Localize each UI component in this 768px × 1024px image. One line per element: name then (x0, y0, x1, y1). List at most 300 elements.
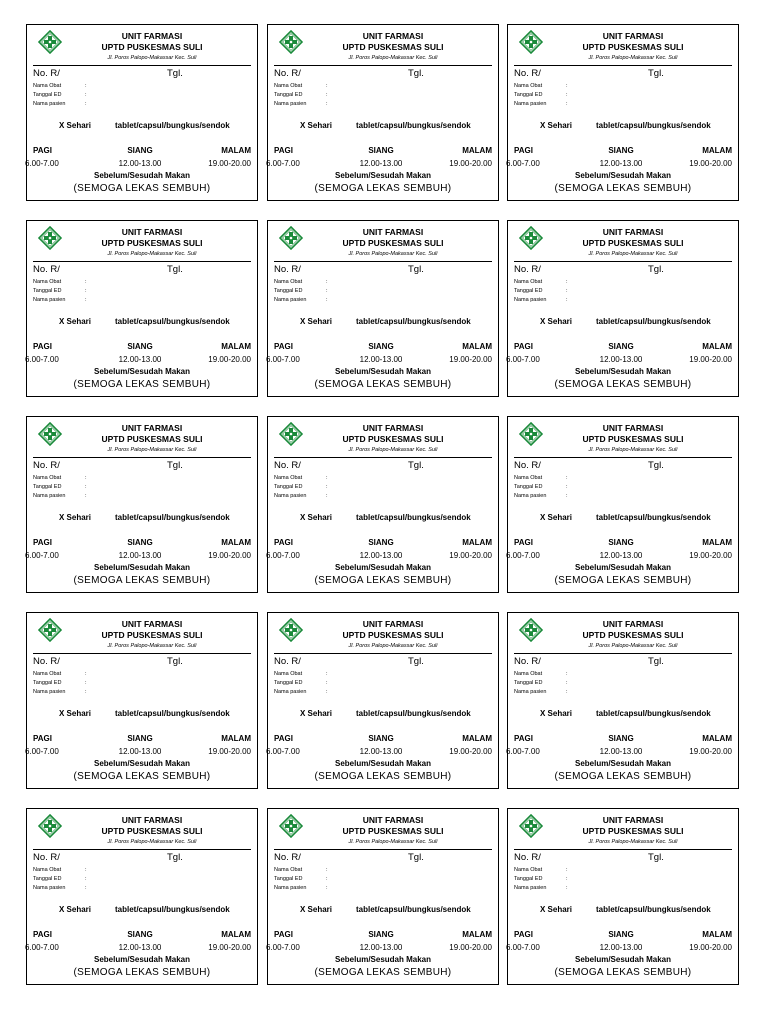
date-label: Tgl. (648, 68, 664, 79)
noon-label: SIANG (368, 538, 394, 547)
evening-time: 19.00-20.00 (689, 159, 732, 168)
address: Jl. Poros Palopo-Makassar Kec. Suli (107, 447, 197, 453)
meal-instruction: Sebelum/Sesudah Makan (93, 759, 191, 768)
field-colon: : (85, 680, 87, 686)
dosage-units-label: tablet/capsul/bungkus/sendok (356, 709, 471, 718)
puskesmas-title: UPTD PUSKESMAS SULI (582, 630, 684, 640)
noon-time: 12.00-13.00 (118, 551, 162, 560)
evening-time: 19.00-20.00 (208, 551, 251, 560)
get-well-message: (SEMOGA LEKAS SEMBUH) (314, 771, 452, 782)
noon-label: SIANG (368, 734, 394, 743)
morning-time: 6.00-7.00 (506, 747, 540, 756)
header-divider (274, 457, 492, 458)
field-colon: : (85, 689, 87, 695)
puskesmas-title: UPTD PUSKESMAS SULI (342, 238, 444, 248)
evening-time: 19.00-20.00 (449, 943, 492, 952)
dosage-units-label: tablet/capsul/bungkus/sendok (356, 905, 471, 914)
patient-name-label: Nama pasien (514, 101, 547, 107)
unit-title: UNIT FARMASI (602, 227, 664, 237)
unit-title: UNIT FARMASI (362, 815, 424, 825)
date-label: Tgl. (167, 264, 183, 275)
prescription-number-label: No. R/ (33, 656, 60, 667)
field-colon: : (566, 493, 568, 499)
prescription-number-label: No. R/ (33, 68, 60, 79)
header-divider (33, 653, 251, 654)
medicine-name-label: Nama Obat (33, 475, 62, 481)
patient-name-label: Nama pasien (33, 297, 66, 303)
morning-time: 6.00-7.00 (25, 551, 59, 560)
field-colon: : (85, 671, 87, 677)
patient-name-label: Nama pasien (274, 493, 307, 499)
dosage-units-label: tablet/capsul/bungkus/sendok (115, 317, 230, 326)
medicine-label (267, 808, 499, 985)
header-divider (274, 65, 492, 66)
evening-label: MALAM (702, 734, 732, 743)
unit-title: UNIT FARMASI (602, 423, 664, 433)
unit-title: UNIT FARMASI (602, 619, 664, 629)
address: Jl. Poros Palopo-Makassar Kec. Suli (588, 447, 678, 453)
patient-name-label: Nama pasien (514, 493, 547, 499)
date-label: Tgl. (648, 264, 664, 275)
puskesmas-title: UPTD PUSKESMAS SULI (582, 434, 684, 444)
address: Jl. Poros Palopo-Makassar Kec. Suli (107, 643, 197, 649)
evening-label: MALAM (221, 538, 251, 547)
prescription-number-label: No. R/ (274, 68, 301, 79)
unit-title: UNIT FARMASI (362, 423, 424, 433)
address: Jl. Poros Palopo-Makassar Kec. Suli (588, 839, 678, 845)
prescription-number-label: No. R/ (274, 264, 301, 275)
prescription-number-label: No. R/ (33, 460, 60, 471)
evening-label: MALAM (462, 146, 492, 155)
medicine-name-label: Nama Obat (514, 671, 543, 677)
medicine-label (26, 24, 258, 201)
expiry-date-label: Tanggal ED (514, 876, 543, 882)
header-divider (514, 849, 732, 850)
field-colon: : (326, 680, 328, 686)
medicine-name-label: Nama Obat (514, 867, 543, 873)
get-well-message: (SEMOGA LEKAS SEMBUH) (314, 575, 452, 586)
patient-name-label: Nama pasien (274, 297, 307, 303)
get-well-message: (SEMOGA LEKAS SEMBUH) (314, 379, 452, 390)
noon-label: SIANG (127, 930, 153, 939)
noon-label: SIANG (127, 538, 153, 547)
header-divider (274, 653, 492, 654)
times-per-day-label: X Sehari (300, 317, 333, 326)
dosage-units-label: tablet/capsul/bungkus/sendok (596, 317, 711, 326)
evening-time: 19.00-20.00 (449, 747, 492, 756)
evening-time: 19.00-20.00 (689, 551, 732, 560)
header-divider (33, 849, 251, 850)
expiry-date-label: Tanggal ED (274, 680, 303, 686)
dosage-units-label: tablet/capsul/bungkus/sendok (115, 709, 230, 718)
date-label: Tgl. (648, 656, 664, 667)
puskesmas-title: UPTD PUSKESMAS SULI (342, 826, 444, 836)
field-colon: : (326, 83, 328, 89)
field-colon: : (326, 279, 328, 285)
morning-time: 6.00-7.00 (25, 943, 59, 952)
prescription-number-label: No. R/ (514, 68, 541, 79)
get-well-message: (SEMOGA LEKAS SEMBUH) (73, 967, 211, 978)
date-label: Tgl. (648, 852, 664, 863)
field-colon: : (326, 671, 328, 677)
field-colon: : (85, 83, 87, 89)
unit-title: UNIT FARMASI (602, 815, 664, 825)
header-divider (33, 261, 251, 262)
noon-time: 12.00-13.00 (599, 355, 643, 364)
morning-label: PAGI (33, 734, 52, 743)
date-label: Tgl. (167, 656, 183, 667)
evening-time: 19.00-20.00 (208, 943, 251, 952)
puskesmas-title: UPTD PUSKESMAS SULI (342, 434, 444, 444)
evening-label: MALAM (702, 342, 732, 351)
evening-label: MALAM (221, 930, 251, 939)
times-per-day-label: X Sehari (59, 317, 92, 326)
evening-time: 19.00-20.00 (449, 355, 492, 364)
morning-time: 6.00-7.00 (266, 943, 300, 952)
evening-time: 19.00-20.00 (208, 159, 251, 168)
prescription-number-label: No. R/ (274, 656, 301, 667)
evening-time: 19.00-20.00 (208, 747, 251, 756)
evening-label: MALAM (462, 538, 492, 547)
times-per-day-label: X Sehari (59, 513, 92, 522)
header-divider (274, 849, 492, 850)
dosage-units-label: tablet/capsul/bungkus/sendok (115, 513, 230, 522)
medicine-name-label: Nama Obat (33, 279, 62, 285)
morning-label: PAGI (274, 930, 293, 939)
times-per-day-label: X Sehari (540, 317, 573, 326)
field-colon: : (326, 101, 328, 107)
medicine-label (26, 416, 258, 593)
address: Jl. Poros Palopo-Makassar Kec. Suli (348, 55, 438, 61)
address: Jl. Poros Palopo-Makassar Kec. Suli (348, 643, 438, 649)
morning-label: PAGI (514, 538, 533, 547)
field-colon: : (326, 475, 328, 481)
noon-time: 12.00-13.00 (599, 747, 643, 756)
noon-time: 12.00-13.00 (359, 747, 403, 756)
field-colon: : (566, 876, 568, 882)
meal-instruction: Sebelum/Sesudah Makan (574, 171, 672, 180)
patient-name-label: Nama pasien (274, 885, 307, 891)
address: Jl. Poros Palopo-Makassar Kec. Suli (107, 839, 197, 845)
expiry-date-label: Tanggal ED (33, 876, 62, 882)
medicine-label (267, 612, 499, 789)
noon-label: SIANG (368, 342, 394, 351)
puskesmas-title: UPTD PUSKESMAS SULI (101, 238, 203, 248)
header-divider (33, 65, 251, 66)
get-well-message: (SEMOGA LEKAS SEMBUH) (554, 967, 692, 978)
expiry-date-label: Tanggal ED (33, 680, 62, 686)
puskesmas-title: UPTD PUSKESMAS SULI (342, 630, 444, 640)
dosage-units-label: tablet/capsul/bungkus/sendok (356, 121, 471, 130)
morning-time: 6.00-7.00 (266, 355, 300, 364)
meal-instruction: Sebelum/Sesudah Makan (93, 171, 191, 180)
morning-label: PAGI (33, 342, 52, 351)
meal-instruction: Sebelum/Sesudah Makan (574, 367, 672, 376)
morning-label: PAGI (274, 342, 293, 351)
morning-time: 6.00-7.00 (506, 943, 540, 952)
noon-label: SIANG (608, 734, 634, 743)
morning-time: 6.00-7.00 (506, 355, 540, 364)
puskesmas-title: UPTD PUSKESMAS SULI (101, 434, 203, 444)
field-colon: : (566, 83, 568, 89)
date-label: Tgl. (408, 656, 424, 667)
field-colon: : (85, 92, 87, 98)
unit-title: UNIT FARMASI (121, 227, 183, 237)
evening-label: MALAM (702, 146, 732, 155)
address: Jl. Poros Palopo-Makassar Kec. Suli (107, 251, 197, 257)
expiry-date-label: Tanggal ED (514, 484, 543, 490)
prescription-number-label: No. R/ (33, 852, 60, 863)
header-divider (514, 261, 732, 262)
expiry-date-label: Tanggal ED (33, 484, 62, 490)
evening-label: MALAM (221, 734, 251, 743)
field-colon: : (566, 885, 568, 891)
field-colon: : (566, 867, 568, 873)
patient-name-label: Nama pasien (514, 297, 547, 303)
noon-label: SIANG (368, 146, 394, 155)
morning-time: 6.00-7.00 (25, 747, 59, 756)
evening-time: 19.00-20.00 (449, 551, 492, 560)
times-per-day-label: X Sehari (540, 121, 573, 130)
patient-name-label: Nama pasien (274, 689, 307, 695)
morning-time: 6.00-7.00 (266, 159, 300, 168)
field-colon: : (326, 689, 328, 695)
unit-title: UNIT FARMASI (362, 227, 424, 237)
field-colon: : (326, 297, 328, 303)
morning-label: PAGI (514, 930, 533, 939)
morning-time: 6.00-7.00 (506, 551, 540, 560)
times-per-day-label: X Sehari (59, 121, 92, 130)
meal-instruction: Sebelum/Sesudah Makan (93, 563, 191, 572)
morning-label: PAGI (514, 146, 533, 155)
address: Jl. Poros Palopo-Makassar Kec. Suli (588, 251, 678, 257)
evening-time: 19.00-20.00 (689, 943, 732, 952)
unit-title: UNIT FARMASI (362, 619, 424, 629)
address: Jl. Poros Palopo-Makassar Kec. Suli (348, 839, 438, 845)
dosage-units-label: tablet/capsul/bungkus/sendok (596, 905, 711, 914)
morning-label: PAGI (33, 930, 52, 939)
unit-title: UNIT FARMASI (121, 423, 183, 433)
dosage-units-label: tablet/capsul/bungkus/sendok (115, 905, 230, 914)
morning-label: PAGI (33, 538, 52, 547)
medicine-label (507, 808, 739, 985)
dosage-units-label: tablet/capsul/bungkus/sendok (596, 121, 711, 130)
field-colon: : (85, 876, 87, 882)
dosage-units-label: tablet/capsul/bungkus/sendok (115, 121, 230, 130)
noon-label: SIANG (608, 146, 634, 155)
morning-time: 6.00-7.00 (266, 551, 300, 560)
times-per-day-label: X Sehari (300, 513, 333, 522)
patient-name-label: Nama pasien (514, 689, 547, 695)
meal-instruction: Sebelum/Sesudah Makan (334, 759, 432, 768)
evening-time: 19.00-20.00 (689, 355, 732, 364)
get-well-message: (SEMOGA LEKAS SEMBUH) (554, 379, 692, 390)
noon-time: 12.00-13.00 (599, 551, 643, 560)
medicine-label (507, 220, 739, 397)
date-label: Tgl. (167, 852, 183, 863)
times-per-day-label: X Sehari (540, 513, 573, 522)
date-label: Tgl. (408, 264, 424, 275)
prescription-number-label: No. R/ (514, 656, 541, 667)
evening-label: MALAM (462, 342, 492, 351)
unit-title: UNIT FARMASI (602, 31, 664, 41)
field-colon: : (566, 689, 568, 695)
field-colon: : (85, 288, 87, 294)
noon-label: SIANG (608, 930, 634, 939)
address: Jl. Poros Palopo-Makassar Kec. Suli (107, 55, 197, 61)
medicine-label (267, 220, 499, 397)
prescription-number-label: No. R/ (274, 852, 301, 863)
evening-time: 19.00-20.00 (208, 355, 251, 364)
unit-title: UNIT FARMASI (362, 31, 424, 41)
puskesmas-title: UPTD PUSKESMAS SULI (582, 42, 684, 52)
field-colon: : (85, 475, 87, 481)
prescription-number-label: No. R/ (514, 460, 541, 471)
medicine-name-label: Nama Obat (33, 83, 62, 89)
date-label: Tgl. (167, 460, 183, 471)
get-well-message: (SEMOGA LEKAS SEMBUH) (73, 771, 211, 782)
medicine-label (267, 24, 499, 201)
medicine-label (507, 416, 739, 593)
prescription-number-label: No. R/ (33, 264, 60, 275)
noon-label: SIANG (127, 342, 153, 351)
medicine-name-label: Nama Obat (33, 671, 62, 677)
evening-label: MALAM (462, 734, 492, 743)
morning-time: 6.00-7.00 (25, 355, 59, 364)
noon-time: 12.00-13.00 (359, 551, 403, 560)
noon-time: 12.00-13.00 (359, 943, 403, 952)
morning-label: PAGI (514, 342, 533, 351)
patient-name-label: Nama pasien (33, 101, 66, 107)
medicine-name-label: Nama Obat (274, 867, 303, 873)
field-colon: : (326, 867, 328, 873)
field-colon: : (85, 279, 87, 285)
medicine-name-label: Nama Obat (274, 475, 303, 481)
field-colon: : (326, 876, 328, 882)
get-well-message: (SEMOGA LEKAS SEMBUH) (314, 183, 452, 194)
dosage-units-label: tablet/capsul/bungkus/sendok (596, 513, 711, 522)
noon-time: 12.00-13.00 (599, 159, 643, 168)
medicine-name-label: Nama Obat (274, 83, 303, 89)
expiry-date-label: Tanggal ED (514, 288, 543, 294)
morning-label: PAGI (274, 538, 293, 547)
header-divider (514, 653, 732, 654)
meal-instruction: Sebelum/Sesudah Makan (93, 955, 191, 964)
noon-label: SIANG (608, 538, 634, 547)
meal-instruction: Sebelum/Sesudah Makan (334, 955, 432, 964)
morning-label: PAGI (274, 146, 293, 155)
patient-name-label: Nama pasien (33, 689, 66, 695)
morning-label: PAGI (274, 734, 293, 743)
puskesmas-title: UPTD PUSKESMAS SULI (101, 826, 203, 836)
evening-label: MALAM (221, 146, 251, 155)
noon-time: 12.00-13.00 (118, 747, 162, 756)
address: Jl. Poros Palopo-Makassar Kec. Suli (588, 55, 678, 61)
field-colon: : (85, 101, 87, 107)
header-divider (514, 457, 732, 458)
header-divider (274, 261, 492, 262)
evening-time: 19.00-20.00 (449, 159, 492, 168)
date-label: Tgl. (408, 852, 424, 863)
evening-time: 19.00-20.00 (689, 747, 732, 756)
expiry-date-label: Tanggal ED (274, 92, 303, 98)
noon-label: SIANG (368, 930, 394, 939)
puskesmas-title: UPTD PUSKESMAS SULI (582, 826, 684, 836)
address: Jl. Poros Palopo-Makassar Kec. Suli (348, 251, 438, 257)
medicine-name-label: Nama Obat (274, 279, 303, 285)
field-colon: : (566, 475, 568, 481)
field-colon: : (566, 279, 568, 285)
noon-label: SIANG (608, 342, 634, 351)
expiry-date-label: Tanggal ED (33, 288, 62, 294)
header-divider (33, 457, 251, 458)
times-per-day-label: X Sehari (59, 905, 92, 914)
get-well-message: (SEMOGA LEKAS SEMBUH) (554, 183, 692, 194)
medicine-label (267, 416, 499, 593)
field-colon: : (566, 288, 568, 294)
field-colon: : (85, 885, 87, 891)
date-label: Tgl. (408, 460, 424, 471)
date-label: Tgl. (408, 68, 424, 79)
evening-label: MALAM (702, 930, 732, 939)
morning-time: 6.00-7.00 (25, 159, 59, 168)
noon-time: 12.00-13.00 (118, 943, 162, 952)
noon-label: SIANG (127, 146, 153, 155)
morning-time: 6.00-7.00 (506, 159, 540, 168)
meal-instruction: Sebelum/Sesudah Makan (334, 367, 432, 376)
times-per-day-label: X Sehari (300, 905, 333, 914)
puskesmas-title: UPTD PUSKESMAS SULI (582, 238, 684, 248)
puskesmas-title: UPTD PUSKESMAS SULI (101, 42, 203, 52)
meal-instruction: Sebelum/Sesudah Makan (574, 563, 672, 572)
medicine-name-label: Nama Obat (274, 671, 303, 677)
meal-instruction: Sebelum/Sesudah Makan (334, 171, 432, 180)
puskesmas-title: UPTD PUSKESMAS SULI (101, 630, 203, 640)
get-well-message: (SEMOGA LEKAS SEMBUH) (314, 967, 452, 978)
noon-time: 12.00-13.00 (359, 159, 403, 168)
dosage-units-label: tablet/capsul/bungkus/sendok (596, 709, 711, 718)
medicine-name-label: Nama Obat (514, 83, 543, 89)
puskesmas-title: UPTD PUSKESMAS SULI (342, 42, 444, 52)
medicine-name-label: Nama Obat (514, 475, 543, 481)
medicine-name-label: Nama Obat (33, 867, 62, 873)
field-colon: : (566, 484, 568, 490)
medicine-label (26, 220, 258, 397)
meal-instruction: Sebelum/Sesudah Makan (334, 563, 432, 572)
patient-name-label: Nama pasien (33, 885, 66, 891)
evening-label: MALAM (221, 342, 251, 351)
unit-title: UNIT FARMASI (121, 619, 183, 629)
evening-label: MALAM (702, 538, 732, 547)
patient-name-label: Nama pasien (274, 101, 307, 107)
times-per-day-label: X Sehari (300, 709, 333, 718)
times-per-day-label: X Sehari (300, 121, 333, 130)
morning-label: PAGI (514, 734, 533, 743)
field-colon: : (566, 101, 568, 107)
evening-label: MALAM (462, 930, 492, 939)
date-label: Tgl. (167, 68, 183, 79)
dosage-units-label: tablet/capsul/bungkus/sendok (356, 317, 471, 326)
field-colon: : (566, 92, 568, 98)
get-well-message: (SEMOGA LEKAS SEMBUH) (73, 183, 211, 194)
address: Jl. Poros Palopo-Makassar Kec. Suli (348, 447, 438, 453)
field-colon: : (566, 671, 568, 677)
medicine-label (507, 24, 739, 201)
field-colon: : (326, 885, 328, 891)
expiry-date-label: Tanggal ED (274, 288, 303, 294)
unit-title: UNIT FARMASI (121, 31, 183, 41)
get-well-message: (SEMOGA LEKAS SEMBUH) (554, 575, 692, 586)
